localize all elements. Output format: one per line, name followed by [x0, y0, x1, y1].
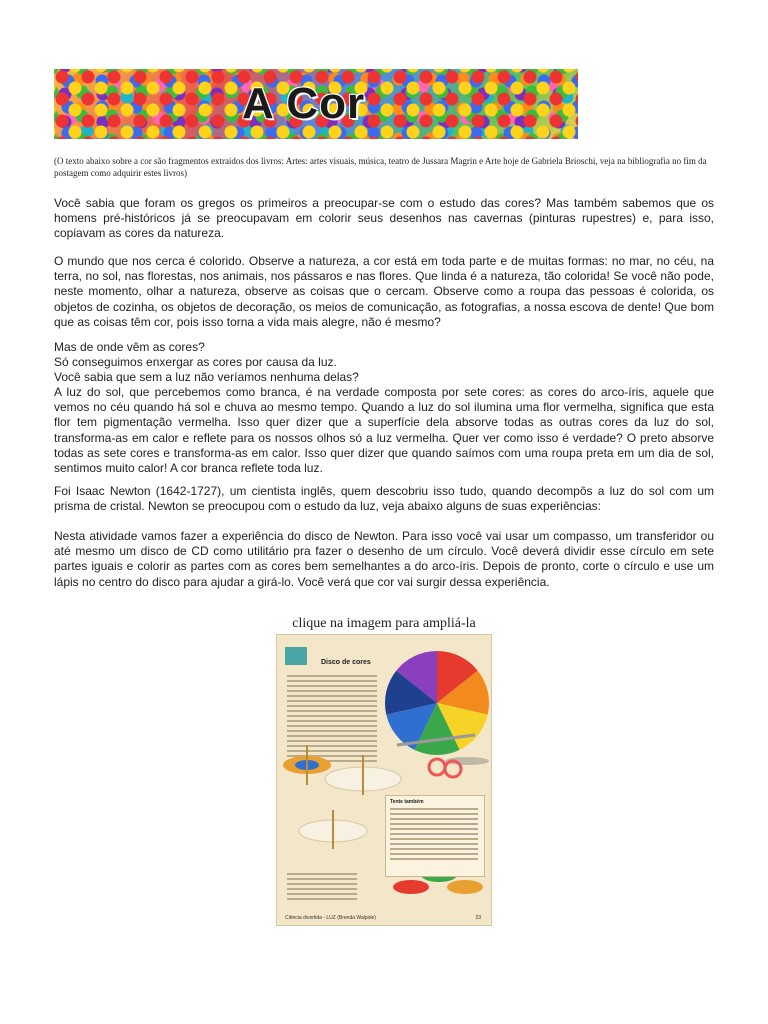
- paragraph-no-light: Você sabia que sem a luz não veríamos nenhuma delas?: [54, 370, 359, 384]
- book-page-title: Disco de cores: [321, 659, 371, 666]
- paragraph-sunlight: A luz do sol, que percebemos como branca, é na verdade composta por sete cores: as cores do arco-íris, aquele que vemos no céu quando há sol e chuva ao mesmo tempo. Quando a luz do sol ilumina uma flor vermelha, significa que esta flor tem pigmentação vermelha. Isso quer dizer que a superfície dela absorve todas as outras cores da luz do sol, transforma-as em calor e reflete para os nossos olhos só a luz vermelha. Quer ver como isso é verdade? O preto absorve todas as sete cores e transforma-as em calor. Isso quer dizer que quando saímos com uma roupa preta em um dia de sol, sentimos muito calor! A cor branca reflete toda luz.: [54, 385, 714, 476]
- paragraph-colorful-world: O mundo que nos cerca é colorido. Observe a natureza, a cor está em toda parte e de muitas formas: no mar, no céu, na terra, no sol, nas florestas, nos animais, nos pássaros e nas flores. Que linda é a natureza, tão colorida! Se você não pode, neste momento, olhar a natureza, observe as coisas que o cercam. Observe como a roupa das pessoas é colorida, os objetos de cozinha, os objetos de decoração, os meios de comunicação, as fotografias, a nossa escova de dente! Que bom que as coisas têm cor, pois isso torna a vida mais alegre, não é mesmo?: [54, 254, 714, 329]
- tip-title: Tente também: [390, 799, 424, 805]
- tip-box: [385, 795, 485, 877]
- banner-title: A Cor: [242, 79, 366, 128]
- image-caption: clique na imagem para ampliá-la: [292, 616, 476, 631]
- paragraph-light: Só conseguimos enxergar as cores por causa da luz.: [54, 355, 337, 369]
- book-text-block-bottom: [287, 873, 357, 903]
- paragraph-newton: Foi Isaac Newton (1642-1727), um cientista inglês, quem descobriu isso tudo, quando decompôs a luz do sol com um prisma de cristal. Newton se preocupou com o estudo da luz, veja abaixo alguns de suas experiências:: [54, 484, 714, 514]
- book-page-image[interactable]: [276, 634, 492, 926]
- source-note: (O texto abaixo sobre a cor são fragmentos extraídos dos livros: Artes: artes visuais, música, teatro de Jussara Magrin e Arte hoje de Gabriela Brioschi, veja na bibliografia no fim da postagem como adquirir estes livros): [54, 156, 707, 178]
- paragraph-intro: Você sabia que foram os gregos os primeiros a preocupar-se com o estudo das cores? Mas também sabemos que os homens pré-históricos já se preocupavam em colorir seus desenhos nas cavernas (pinturas rupestres) e, para isso, copiavam as cores da natureza.: [54, 196, 714, 241]
- paragraph-question: Mas de onde vêm as cores?: [54, 340, 205, 354]
- book-page-number: 23: [475, 915, 481, 921]
- book-footer: Ciência divertida - LUZ (Brenda Walpole): [285, 915, 376, 921]
- header-banner: [54, 69, 578, 139]
- paragraph-activity: Nesta atividade vamos fazer a experiência do disco de Newton. Para isso você vai usar um compasso, um transferidor ou até mesmo um disco de CD como utilitário pra fazer o desenho de um círculo. Você deverá dividir esse círculo em sete partes iguais e colorir as partes com as cores bem semelhantes a do arco-íris. Depois de pronto, corte o círculo e use um lápis no centro do disco para ajudar a girá-lo. Você verá que cor vai surgir dessa experiência.: [54, 529, 714, 589]
